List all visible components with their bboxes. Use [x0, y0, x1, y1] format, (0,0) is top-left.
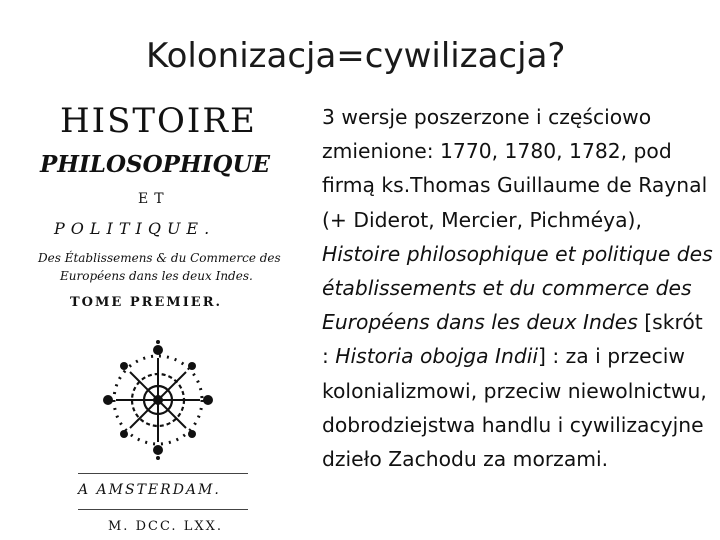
title-page-line-et: ET — [138, 191, 170, 207]
title-page-rule — [78, 509, 248, 510]
book-title-page-image — [30, 95, 290, 540]
title-page-rule — [78, 473, 248, 474]
title-page-line-philosophique: PHILOSOPHIQUE — [40, 151, 271, 178]
title-page-line-amsterdam: A AMSTERDAM. — [78, 482, 221, 498]
body-text-part: [skrót : — [322, 310, 703, 369]
title-page-line-tome: TOME PREMIER. — [70, 295, 223, 310]
title-page-line-politique: POLITIQUE. — [54, 219, 216, 238]
slide-title: Kolonizacja=cywilizacja? — [146, 36, 566, 76]
short-title-italic: Historia obojga Indii — [335, 344, 538, 369]
title-page-line-date: M. DCC. LXX. — [108, 519, 223, 534]
body-text-part: ] : za i przeciw kolonializmowi, przeciw niewolnictwu, dobrodziejstwa handlu i cywilizacyjne dzieło Zachodu za morzami. — [322, 344, 707, 472]
fleuron-ornament-icon — [88, 340, 228, 464]
body-paragraph — [322, 100, 714, 476]
book-title-italic: Histoire philosophique et politique des établissements et du commerce des Européens dans les deux Indes — [322, 241, 713, 335]
body-text-part: 3 wersje poszerzone i częściowo zmienione: 1770, 1780, 1782, pod firmą ks.Thomas Guillaume de Raynal (+ Diderot, Mercier, Pichméya), — [322, 105, 708, 232]
title-page-line-etablissemens: Des Établissemens & du Commerce des — [38, 251, 281, 265]
title-page-line-histoire: HISTOIRE — [60, 101, 257, 141]
title-page-line-europeens: Européens dans les deux Indes. — [60, 269, 253, 283]
